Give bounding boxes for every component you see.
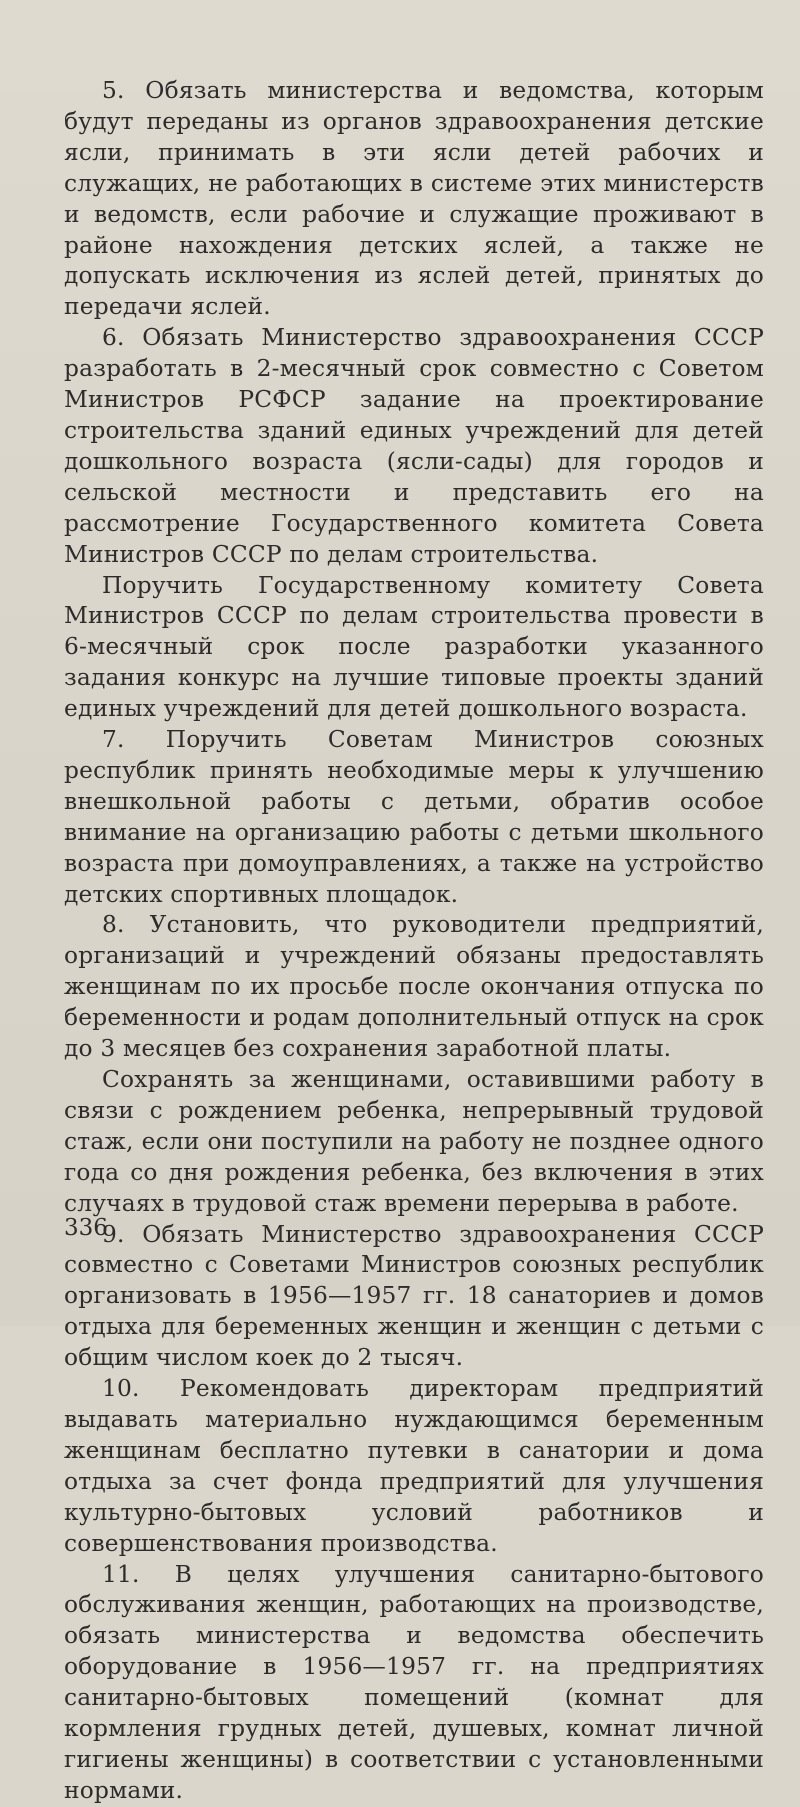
paragraph-item-9: 9. Обязать Министерство здравоохранения СССР совместно с Советами Министров союзных республик организовать в 1956—1957 гг. 18 санаториев и домов отдыха для беременных женщин и женщин с детьми с общим числом коек до 2 тысяч.	[64, 1220, 764, 1372]
paragraph-item-11: 11. В целях улучшения санитарно-бытового обслуживания женщин, работающих на производстве, обязать министерства и ведомства обеспечить оборудование в 1956—1957 гг. на предприятиях санитарно-бытовых помещений (комнат для кормления грудных детей, душевых, комнат личной гигиены женщины) в соответствии с установленными нормами.	[64, 1560, 764, 1804]
paragraph-item-8-continued: Сохранять за женщинами, оставившими работу в связи с рождением ребенка, непрерывный трудовой стаж, если они поступили на работу не позднее одного года со дня рождения ребенка, без включения в этих случаях в трудовой стаж времени перерыва в работе.	[64, 1066, 764, 1217]
paragraph-item-5: 5. Обязать министерства и ведомства, которым будут переданы из органов здравоохранения детские ясли, принимать в эти ясли детей рабочих и служащих, не работающих в системе этих министерств и ведомств, если рабочие и служащие проживают в районе нахождения детских яслей, а также не допускать исключения из яслей детей, принятых до передачи яслей.	[64, 77, 764, 321]
body-text	[64, 76, 764, 1807]
paragraph-item-7: 7. Поручить Советам Министров союзных республик принять необходимые меры к улучшению внешкольной работы с детьми, обратив особое внимание на организацию работы с детьми школьного возраста при домоуправлениях, а также на устройство детских спортивных площадок.	[64, 726, 764, 908]
paragraph-item-10: 10. Рекомендовать директорам предприятий выдавать материально нуждающимся беременным женщинам бесплатно путевки в санатории и дома отдыха за счет фонда предприятий для улучшения культурно-бытовых условий работников и совершенствования производства.	[64, 1375, 764, 1557]
page-number: 336	[64, 1215, 108, 1241]
paragraph-item-6-continued: Поручить Государственному комитету Совета Министров СССР по делам строительства провести в 6-месячный срок после разработки указанного задания конкурс на лучшие типовые проекты зданий единых учреждений для детей дошкольного возраста.	[64, 571, 764, 723]
paragraph-item-8: 8. Установить, что руководители предприятий, организаций и учреждений обязаны предоставлять женщинам по их просьбе после окончания отпуска по беременности и родам дополнительный отпуск на срок до 3 месяцев без сохранения заработной платы.	[64, 911, 764, 1063]
paragraph-item-6: 6. Обязать Министерство здравоохранения СССР разработать в 2-месячный срок совместно с Советом Министров РСФСР задание на проектирование строительства зданий единых учреждений для детей дошкольного возраста (ясли-сады) для городов и сельской местности и представить его на рассмотрение Государственного комитета Совета Министров СССР по делам строительства.	[64, 324, 764, 568]
